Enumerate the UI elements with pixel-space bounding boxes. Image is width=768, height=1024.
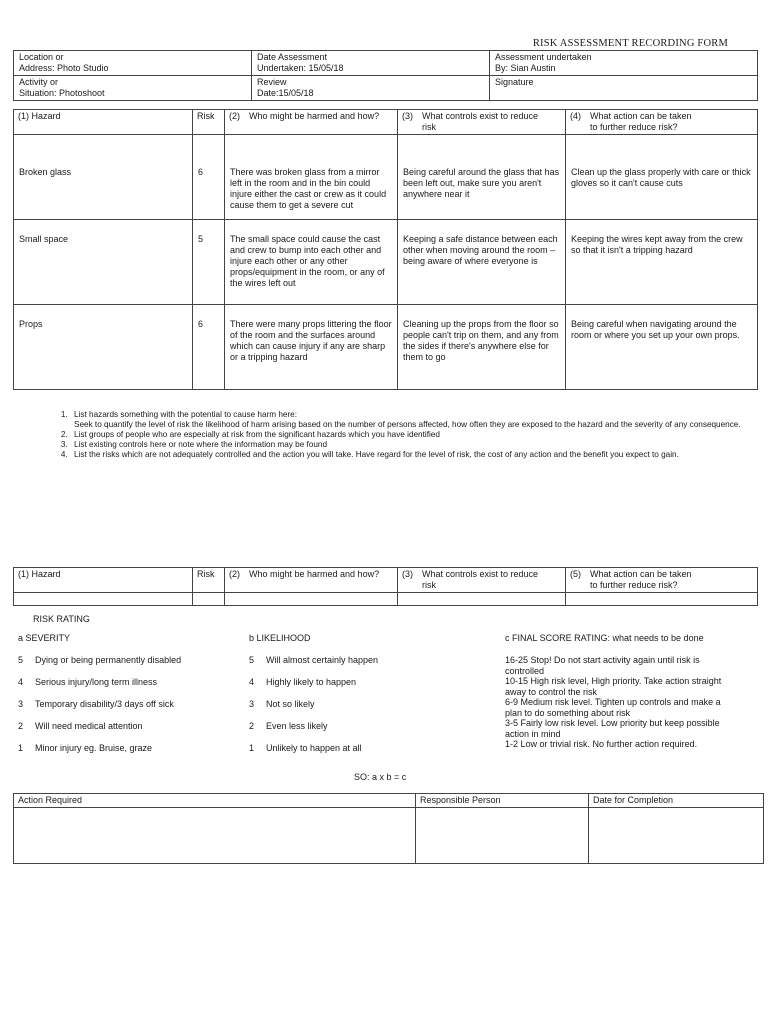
who-harmed-cell: There were many props littering the floor of the room and the surfaces around which can cause injury if any are sharp or a tripping hazard — [225, 305, 398, 390]
final-score-item: 6-9 Medium risk level. Tighten up controls and make a plan to do something about risk — [505, 697, 721, 718]
risk-header: Risk — [193, 110, 225, 135]
assessor-cell — [490, 51, 758, 76]
form-title: RISK ASSESSMENT RECORDING FORM — [532, 38, 728, 49]
likelihood-title: b LIKELIHOOD — [249, 633, 311, 643]
hazard-header: (1) Hazard — [14, 110, 193, 135]
likelihood-item: 3 Not so likely — [249, 699, 315, 709]
hazard-table-header — [14, 110, 758, 135]
note-item: 2. List groups of people who are especially at risk from the significant hazards which you have identified — [70, 430, 756, 440]
assessment-label: Assessment undertaken — [495, 52, 592, 62]
score-formula: SO: a x b = c — [354, 772, 407, 782]
note-item: 1. List hazards something with the potential to cause harm here: Seek to quantify the level of risk the likelihood of harm arising based on the number of persons affected, how often they are exposed to the hazard and the severity of any consequence. — [70, 410, 756, 430]
action-required-header: Action Required — [14, 794, 416, 808]
table-row — [14, 593, 758, 606]
action-header: (5) What action can be taken to further reduce risk? — [566, 568, 758, 593]
controls-header: (3) What controls exist to reduce risk — [398, 110, 566, 135]
likelihood-item: 4 Highly likely to happen — [249, 677, 357, 687]
risk-cell — [193, 593, 225, 606]
risk-cell: 6 — [193, 305, 225, 390]
table-row — [14, 808, 764, 864]
controls-cell: Keeping a safe distance between each other when moving around the room – being aware of where everyone is — [398, 220, 566, 305]
review-date-value: Date:15/05/18 — [257, 88, 314, 98]
who-harmed-header: (2) Who might be harmed and how? — [225, 110, 398, 135]
assessment-info-table — [13, 50, 758, 101]
who-harmed-cell: The small space could cause the cast and crew to bump into each other and injure each other or any other props/equipment in the room, or any of the wires left out — [225, 220, 398, 305]
who-harmed-header: (2) Who might be harmed and how? — [225, 568, 398, 593]
responsible-person-cell — [416, 808, 589, 864]
hazard-cell: Props — [14, 305, 193, 390]
hazard-header: (1) Hazard — [14, 568, 193, 593]
hazard-table-2-header — [14, 568, 758, 593]
address-value: Address: Photo Studio — [19, 63, 109, 73]
likelihood-item: 5 Will almost certainly happen — [249, 655, 379, 665]
table-row — [14, 305, 758, 390]
risk-header: Risk — [193, 568, 225, 593]
hazard-cell: Small space — [14, 220, 193, 305]
action-cell: Being careful when navigating around the room or where you set up your own props. — [566, 305, 758, 390]
final-score-item: 1-2 Low or trivial risk. No further action required. — [505, 739, 698, 749]
date-completion-cell — [589, 808, 764, 864]
controls-cell — [398, 593, 566, 606]
situation-value: Situation: Photoshoot — [19, 88, 105, 98]
risk-cell: 6 — [193, 135, 225, 220]
risk-rating-title: RISK RATING — [33, 614, 90, 624]
who-harmed-cell — [225, 593, 398, 606]
action-header: (4) What action can be taken to further reduce risk? — [566, 110, 758, 135]
final-score-item: 16-25 Stop! Do not start activity again until risk is controlled — [505, 655, 700, 676]
likelihood-list — [249, 655, 469, 755]
action-cell: Clean up the glass properly with care or thick gloves so it can't cause cuts — [566, 135, 758, 220]
controls-cell: Cleaning up the props from the floor so people can't trip on them, and any from the sides if there's anywhere else for them to go — [398, 305, 566, 390]
activity-label: Activity or — [19, 77, 59, 87]
assessor-value: By: Sian Austin — [495, 63, 556, 73]
controls-cell: Being careful around the glass that has been left out, make sure you aren't anywhere near it — [398, 135, 566, 220]
date-assessment-cell — [252, 51, 490, 76]
action-cell — [566, 593, 758, 606]
responsible-person-header: Responsible Person — [416, 794, 589, 808]
undertaken-value: Undertaken: 15/05/18 — [257, 63, 344, 73]
hazard-table — [13, 109, 758, 390]
controls-header: (3) What controls exist to reduce risk — [398, 568, 566, 593]
action-cell: Keeping the wires kept away from the crew so that it isn't a tripping hazard — [566, 220, 758, 305]
risk-cell: 5 — [193, 220, 225, 305]
location-cell — [14, 51, 252, 76]
hazard-cell: Broken glass — [14, 135, 193, 220]
action-plan-table — [13, 793, 764, 864]
table-row — [14, 220, 758, 305]
signature-label: Signature — [495, 77, 534, 87]
action-required-cell — [14, 808, 416, 864]
likelihood-item: 2 Even less likely — [249, 721, 328, 731]
date-completion-header: Date for Completion — [589, 794, 764, 808]
likelihood-item: 1 Unlikely to happen at all — [249, 743, 362, 753]
note-item: 4. List the risks which are not adequately controlled and the action you will take. Have regard for the level of risk, the cost of any action and the benefit you expect to gain. — [70, 450, 756, 460]
final-score-title: c FINAL SCORE RATING: what needs to be done — [505, 633, 704, 643]
severity-item: 4 Serious injury/long term illness — [18, 677, 158, 687]
who-harmed-cell: There was broken glass from a mirror left in the room and in the bin could injure either the cast or crew as it could cause them to get a severe cut — [225, 135, 398, 220]
severity-item: 2 Will need medical attention — [18, 721, 143, 731]
hazard-cell — [14, 593, 193, 606]
final-score-item: 3-5 Fairly low risk level. Low priority but keep possible action in mind — [505, 718, 720, 739]
severity-item: 3 Temporary disability/3 days off sick — [18, 699, 174, 709]
signature-cell — [490, 76, 758, 101]
severity-item: 1 Minor injury eg. Bruise, graze — [18, 743, 153, 753]
severity-list — [18, 655, 238, 755]
final-score-item: 10-15 High risk level, High priority. Take action straight away to control the risk — [505, 676, 722, 697]
location-label: Location or — [19, 52, 64, 62]
final-score-list — [505, 655, 727, 765]
notes-list — [56, 410, 756, 460]
hazard-table-2 — [13, 567, 758, 606]
review-label: Review — [257, 77, 287, 87]
table-row — [14, 135, 758, 220]
action-plan-header — [14, 794, 764, 808]
review-cell — [252, 76, 490, 101]
activity-cell — [14, 76, 252, 101]
note-item: 3. List existing controls here or note where the information may be found — [70, 440, 756, 450]
severity-item: 5 Dying or being permanently disabled — [18, 655, 182, 665]
severity-title: a SEVERITY — [18, 633, 71, 643]
note-detail: Seek to quantify the level of risk the likelihood of harm arising based on the number of persons affected, how often they are exposed to the hazard and the severity of any consequence. — [74, 420, 741, 429]
date-assessment-label: Date Assessment — [257, 52, 328, 62]
